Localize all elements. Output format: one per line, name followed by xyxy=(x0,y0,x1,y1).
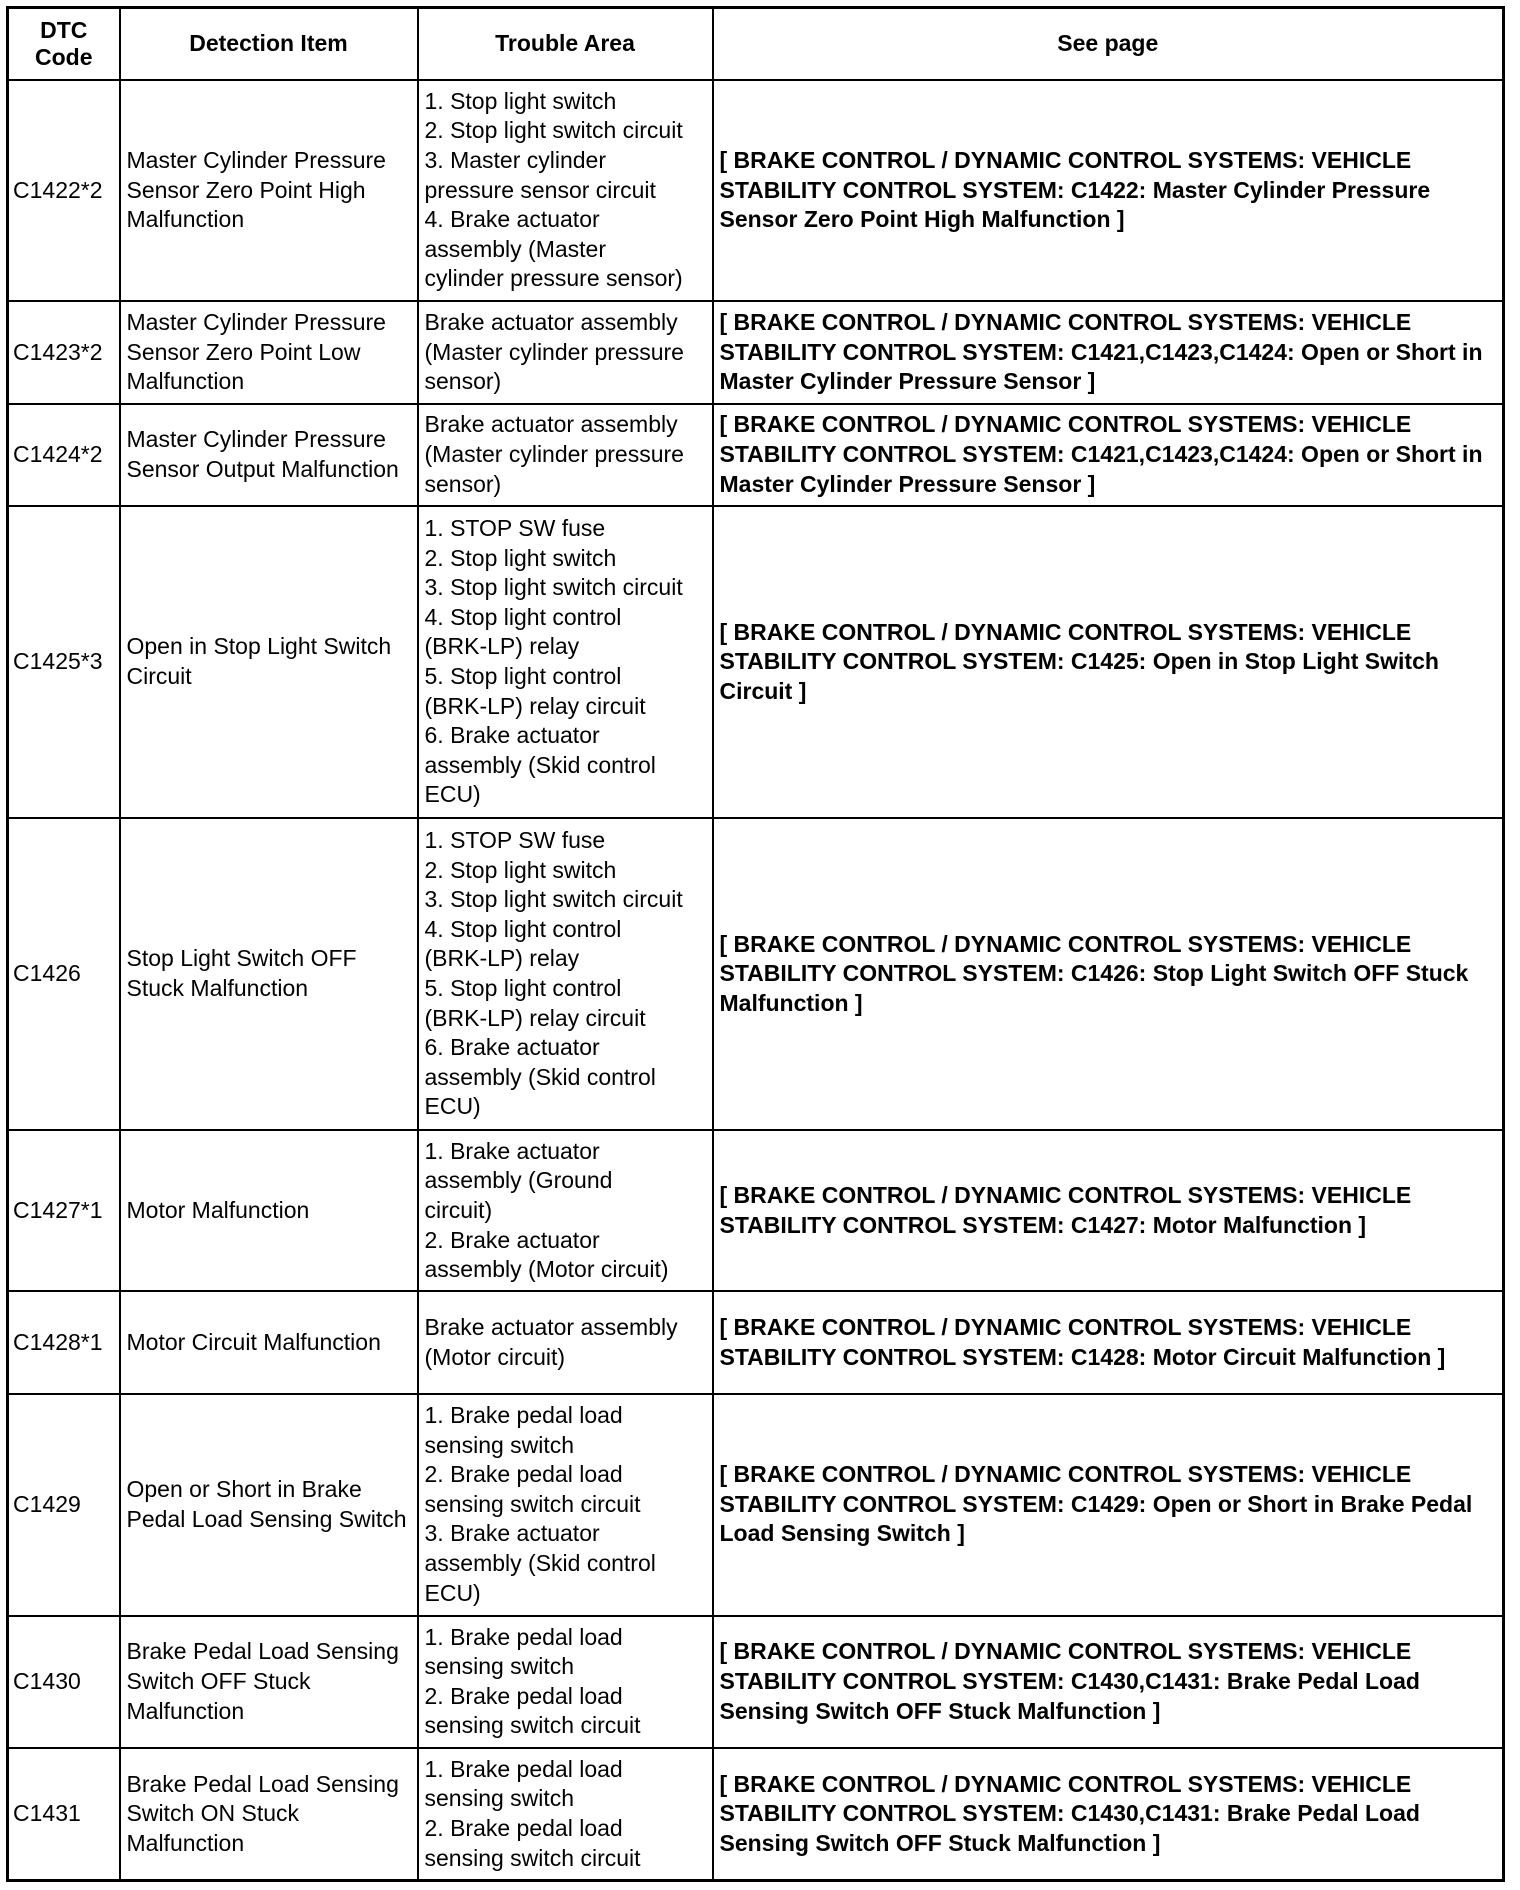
trouble-area-line: ECU) xyxy=(424,1093,481,1120)
detection-item-cell: Master Cylinder Pressure Sensor Output Malfunction xyxy=(120,404,418,506)
table-row xyxy=(8,1130,1504,1292)
detection-item-cell: Master Cylinder Pressure Sensor Zero Point High Malfunction xyxy=(120,80,418,302)
trouble-area-line: 5. Stop light control xyxy=(424,662,622,689)
trouble-area-line: 2. Brake actuator xyxy=(424,1226,600,1253)
trouble-area-line: sensor) xyxy=(424,470,502,497)
trouble-area-line: 4. Stop light control xyxy=(424,603,622,630)
trouble-area-line: 2. Brake pedal load xyxy=(424,1814,623,1841)
trouble-area-line: pressure sensor circuit xyxy=(424,176,656,203)
trouble-area-line: assembly (Skid control xyxy=(424,1550,656,1577)
trouble-area-line: 2. Stop light switch xyxy=(424,856,617,883)
dtc-code-cell: C1429 xyxy=(8,1394,120,1616)
see-page-link[interactable]: [ BRAKE CONTROL / DYNAMIC CONTROL SYSTEMS: VEHICLE STABILITY CONTROL SYSTEM: C1429: Open or Short in Brake Pedal Load Sensing Switch ] xyxy=(713,1394,1504,1616)
header-dtc-code xyxy=(8,8,120,80)
trouble-area-cell xyxy=(418,1291,713,1393)
trouble-area-line: cylinder pressure sensor) xyxy=(424,265,683,292)
trouble-area-line: 6. Brake actuator xyxy=(424,1034,600,1061)
trouble-area-line: (Master cylinder pressure xyxy=(424,338,684,365)
dtc-table xyxy=(6,6,1505,1882)
trouble-area-line: 1. Brake pedal load xyxy=(424,1623,623,1650)
see-page-link[interactable]: [ BRAKE CONTROL / DYNAMIC CONTROL SYSTEMS: VEHICLE STABILITY CONTROL SYSTEM: C1421,C1423,C1424: Open or Short in Master Cylinder Pressure Sensor ] xyxy=(713,404,1504,506)
see-page-link[interactable]: [ BRAKE CONTROL / DYNAMIC CONTROL SYSTEMS: VEHICLE STABILITY CONTROL SYSTEM: C1430,C1431: Brake Pedal Load Sensing Switch OFF Stuck Malfunction ] xyxy=(713,1748,1504,1881)
trouble-area-cell xyxy=(418,1616,713,1748)
trouble-area-cell xyxy=(418,1130,713,1292)
dtc-code-cell: C1431 xyxy=(8,1748,120,1881)
trouble-area-line: 1. Brake pedal load xyxy=(424,1402,623,1429)
trouble-area-line: sensing switch circuit xyxy=(424,1490,641,1517)
trouble-area-line: 2. Stop light switch xyxy=(424,544,617,571)
dtc-code-cell: C1428*1 xyxy=(8,1291,120,1393)
trouble-area-cell xyxy=(418,1394,713,1616)
trouble-area-line: (BRK-LP) relay xyxy=(424,633,580,660)
trouble-area-line: assembly (Skid control xyxy=(424,1063,656,1090)
table-row xyxy=(8,404,1504,506)
trouble-area-line: 2. Stop light switch circuit xyxy=(424,117,683,144)
see-page-link[interactable]: [ BRAKE CONTROL / DYNAMIC CONTROL SYSTEMS: VEHICLE STABILITY CONTROL SYSTEM: C1427: Motor Malfunction ] xyxy=(713,1130,1504,1292)
header-row xyxy=(8,8,1504,80)
detection-item-cell: Open or Short in Brake Pedal Load Sensing Switch xyxy=(120,1394,418,1616)
dtc-code-cell: C1426 xyxy=(8,818,120,1130)
detection-item-cell: Brake Pedal Load Sensing Switch OFF Stuck Malfunction xyxy=(120,1616,418,1748)
header-dtc-code-line2: Code xyxy=(35,43,93,70)
detection-item-cell: Stop Light Switch OFF Stuck Malfunction xyxy=(120,818,418,1130)
trouble-area-line: Brake actuator assembly xyxy=(424,1314,678,1341)
trouble-area-line: 4. Brake actuator xyxy=(424,206,600,233)
dtc-code-cell: C1424*2 xyxy=(8,404,120,506)
trouble-area-line: 3. Master cylinder xyxy=(424,146,607,173)
trouble-area-line: circuit) xyxy=(424,1196,493,1223)
trouble-area-line: ECU) xyxy=(424,781,481,808)
trouble-area-line: (Master cylinder pressure xyxy=(424,440,684,467)
trouble-area-line: ECU) xyxy=(424,1579,481,1606)
trouble-area-line: assembly (Master xyxy=(424,235,606,262)
trouble-area-line: 4. Stop light control xyxy=(424,915,622,942)
dtc-code-cell: C1430 xyxy=(8,1616,120,1748)
table-row xyxy=(8,80,1504,302)
header-dtc-code-line1: DTC xyxy=(40,16,88,43)
trouble-area-line: assembly (Motor circuit) xyxy=(424,1256,669,1283)
trouble-area-line: 3. Brake actuator xyxy=(424,1520,600,1547)
dtc-code-cell: C1427*1 xyxy=(8,1130,120,1292)
detection-item-cell: Motor Malfunction xyxy=(120,1130,418,1292)
table-row xyxy=(8,1291,1504,1393)
trouble-area-cell xyxy=(418,80,713,302)
trouble-area-cell xyxy=(418,301,713,403)
see-page-link[interactable]: [ BRAKE CONTROL / DYNAMIC CONTROL SYSTEMS: VEHICLE STABILITY CONTROL SYSTEM: C1428: Motor Circuit Malfunction ] xyxy=(713,1291,1504,1393)
table-row xyxy=(8,1748,1504,1881)
trouble-area-line: 1. STOP SW fuse xyxy=(424,514,606,541)
trouble-area-line: 1. STOP SW fuse xyxy=(424,826,606,853)
see-page-link[interactable]: [ BRAKE CONTROL / DYNAMIC CONTROL SYSTEMS: VEHICLE STABILITY CONTROL SYSTEM: C1430,C1431: Brake Pedal Load Sensing Switch OFF Stuck Malfunction ] xyxy=(713,1616,1504,1748)
see-page-link[interactable]: [ BRAKE CONTROL / DYNAMIC CONTROL SYSTEMS: VEHICLE STABILITY CONTROL SYSTEM: C1422: Master Cylinder Pressure Sensor Zero Point High Malfunction ] xyxy=(713,80,1504,302)
trouble-area-line: 2. Brake pedal load xyxy=(424,1682,623,1709)
trouble-area-cell xyxy=(418,818,713,1130)
see-page-link[interactable]: [ BRAKE CONTROL / DYNAMIC CONTROL SYSTEMS: VEHICLE STABILITY CONTROL SYSTEM: C1426: Stop Light Switch OFF Stuck Malfunction ] xyxy=(713,818,1504,1130)
trouble-area-line: assembly (Ground xyxy=(424,1167,613,1194)
trouble-area-line: sensor) xyxy=(424,368,502,395)
trouble-area-line: 6. Brake actuator xyxy=(424,722,600,749)
see-page-link[interactable]: [ BRAKE CONTROL / DYNAMIC CONTROL SYSTEMS: VEHICLE STABILITY CONTROL SYSTEM: C1425: Open in Stop Light Switch Circuit ] xyxy=(713,506,1504,818)
trouble-area-line: Brake actuator assembly xyxy=(424,411,678,438)
detection-item-cell: Master Cylinder Pressure Sensor Zero Point Low Malfunction xyxy=(120,301,418,403)
trouble-area-cell xyxy=(418,404,713,506)
table-body xyxy=(8,80,1504,1881)
table-row xyxy=(8,818,1504,1130)
header-see-page: See page xyxy=(713,8,1504,80)
trouble-area-line: 3. Stop light switch circuit xyxy=(424,886,683,913)
dtc-code-cell: C1423*2 xyxy=(8,301,120,403)
trouble-area-line: 2. Brake pedal load xyxy=(424,1461,623,1488)
header-detection-item: Detection Item xyxy=(120,8,418,80)
see-page-link[interactable]: [ BRAKE CONTROL / DYNAMIC CONTROL SYSTEMS: VEHICLE STABILITY CONTROL SYSTEM: C1421,C1423,C1424: Open or Short in Master Cylinder Pressure Sensor ] xyxy=(713,301,1504,403)
table-row xyxy=(8,506,1504,818)
trouble-area-line: (BRK-LP) relay circuit xyxy=(424,1004,646,1031)
trouble-area-line: sensing switch circuit xyxy=(424,1712,641,1739)
trouble-area-line: 1. Brake actuator xyxy=(424,1137,600,1164)
detection-item-cell: Brake Pedal Load Sensing Switch ON Stuck Malfunction xyxy=(120,1748,418,1881)
dtc-code-cell: C1425*3 xyxy=(8,506,120,818)
trouble-area-line: sensing switch circuit xyxy=(424,1844,641,1871)
table-row xyxy=(8,1394,1504,1616)
detection-item-cell: Motor Circuit Malfunction xyxy=(120,1291,418,1393)
trouble-area-line: (Motor circuit) xyxy=(424,1343,566,1370)
trouble-area-line: (BRK-LP) relay circuit xyxy=(424,692,646,719)
header-trouble-area: Trouble Area xyxy=(418,8,713,80)
trouble-area-line: Brake actuator assembly xyxy=(424,309,678,335)
trouble-area-line: (BRK-LP) relay xyxy=(424,945,580,972)
table-row xyxy=(8,301,1504,403)
trouble-area-line: 1. Brake pedal load xyxy=(424,1755,623,1782)
trouble-area-line: sensing switch xyxy=(424,1653,575,1680)
trouble-area-line: 3. Stop light switch circuit xyxy=(424,574,683,601)
detection-item-cell: Open in Stop Light Switch Circuit xyxy=(120,506,418,818)
trouble-area-line: sensing switch xyxy=(424,1785,575,1812)
trouble-area-cell xyxy=(418,1748,713,1881)
trouble-area-line: assembly (Skid control xyxy=(424,751,656,778)
table-row xyxy=(8,1616,1504,1748)
trouble-area-line: 5. Stop light control xyxy=(424,974,622,1001)
trouble-area-line: sensing switch xyxy=(424,1431,575,1458)
trouble-area-cell xyxy=(418,506,713,818)
trouble-area-line: 1. Stop light switch xyxy=(424,87,617,114)
dtc-code-cell: C1422*2 xyxy=(8,80,120,302)
